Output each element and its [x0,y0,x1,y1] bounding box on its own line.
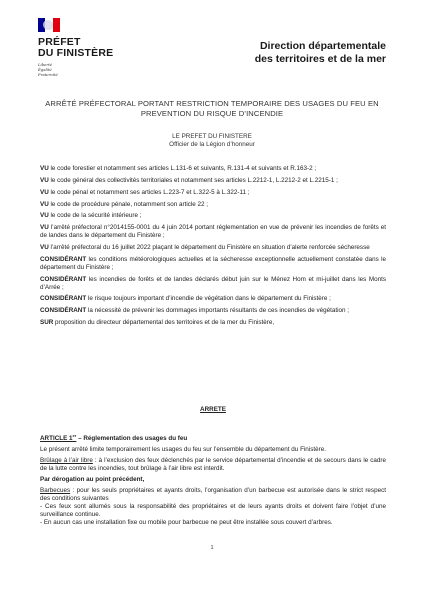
visa-paragraph: VU le code de la sécurité intérieure ; [40,212,142,220]
issuing-direction: Direction départementale des territoires et de la mer [254,40,386,65]
article-1 [40,432,386,527]
considerant-paragraph: CONSIDÉRANT les incendies de forêts et de landes déclarés début juin sur le Ménez Hom et mi-juillet dans les Monts d’Arrée ; [40,275,386,291]
visa-paragraph: VU le code général des collectivités territoriales et notamment ses articles L.2212-1, L.2212-2 et L.2215-1 ; [40,177,338,184]
article-1-intro: Le présent arrêté limite temporairement les usages du feu sur l’ensemble du département du Finistère. [40,446,326,454]
proposal-paragraph: SUR proposition du directeur départemental des territoires et de la mer du Finistère, [40,318,275,326]
document-title: ARRÊTÉ PRÉFECTORAL PORTANT RESTRICTION TEMPORAIRE DES USAGES DU FEU EN PREVENTION DU RISQUE D’INCENDIE [45,99,379,118]
article-1-bullet-2: - En aucun cas une installation fixe ou mobile pour barbecue ne peut être installée sous couvert d’arbres. [40,519,333,527]
logo-line-2: DU FINISTÈRE [38,47,114,59]
article-1-brulage: Brûlage à l’air libre : à l’exclusion des feux déclenchés par le service départemental d’incendie et de secours dans le cadre de la lutte contre les incendies, tout brûlage à l’air libre est interdit. [40,457,386,473]
article-1-title: ARTICLE 1er – Réglementation des usages du feu [40,433,188,443]
republic-motto: Liberté Égalité Fraternité [38,62,58,77]
visa-paragraph: VU le code de procédure pénale, notamment son article 22 ; [40,200,209,208]
article-1-derogation: Par dérogation au point précédent, [40,476,145,484]
visas-list [40,165,386,331]
prefet-heading: LE PREFET DU FINISTERE Officier de la Légion d’honneur [169,133,255,148]
considerant-paragraph: CONSIDÉRANT le risque toujours important d’incendie de végétation dans le département du Finistère ; [40,295,331,303]
logo-line-1: PRÉFET [38,36,81,48]
article-1-bullet-1: - Ces feux sont allumés sous la responsabilité des propriétaires et de leurs ayants droits et doivent faire l’objet d’une surveillance continue. [40,503,386,519]
page-number: 1 [210,545,214,551]
prefecture-logo [38,18,118,77]
marianne-flag-icon [38,18,60,32]
visa-paragraph: VU l’arrêté préfectoral n°2014155-0001 du 4 juin 2014 portant réglementation en vue de prévenir les incendies de forêts et de landes dans le département du Finistère ; [40,224,386,240]
visa-paragraph: VU l’arrêté préfectoral du 16 juillet 2022 plaçant le département du Finistère en situation d’alerte renforcée sécheresse [40,243,370,251]
considerant-paragraph: CONSIDÉRANT les conditions météorologiques actuelles et la sécheresse exceptionnelle actuellement constatée dans le département du Finistère ; [40,255,386,271]
visa-paragraph: VU le code forestier et notamment ses articles L.131-6 et suivants, R.131-4 et suivants et R.163-2 ; [40,165,317,172]
considerant-paragraph: CONSIDÉRANT la nécessité de prévenir les dommages importants résultants de ces incendies de végétation ; [40,307,350,315]
arrete-heading: ARRETE [200,406,226,413]
visa-paragraph: VU le code pénal et notamment ses articles L.223-7 et L.322-5 à L.322-11 ; [40,188,250,196]
article-1-barbecues: Barbecues : pour les seuls propriétaires et ayants droits, l’organisation d’un barbecue est autorisée dans le strict respect des conditions suivantes [40,487,386,503]
